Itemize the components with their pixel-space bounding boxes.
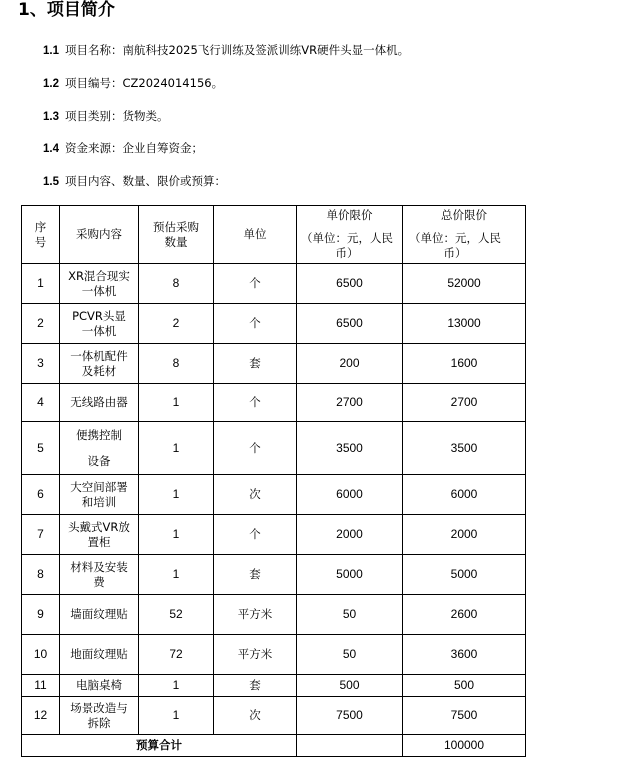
header-total-price: 总价限价 （单位：元，人民币） <box>403 206 526 264</box>
cell-name: 无线路由器 <box>60 384 139 422</box>
item-funding-source <box>43 140 203 157</box>
cell-no: 7 <box>22 515 60 555</box>
cell-unit: 套 <box>214 555 297 595</box>
cell-name: 场景改造与拆除 <box>60 697 139 735</box>
cell-qty: 1 <box>139 555 214 595</box>
item-text: 资金来源：企业自筹资金； <box>65 141 203 155</box>
cell-no: 11 <box>22 675 60 697</box>
item-number: 1.4 <box>43 143 59 155</box>
cell-price: 6500 <box>297 264 403 304</box>
cell-price: 2000 <box>297 515 403 555</box>
cell-price: 3500 <box>297 422 403 475</box>
cell-total: 2700 <box>403 384 526 422</box>
cell-qty: 2 <box>139 304 214 344</box>
cell-total: 500 <box>403 675 526 697</box>
cell-no: 10 <box>22 635 60 675</box>
header-name: 采购内容 <box>60 206 139 264</box>
table-row <box>22 422 526 475</box>
item-text: 项目内容、数量、限价或预算： <box>65 174 226 188</box>
cell-total: 52000 <box>403 264 526 304</box>
item-text: 项目名称：南航科技2025飞行训练及签派训练VR硬件头显一体机。 <box>65 43 410 57</box>
cell-unit: 套 <box>214 675 297 697</box>
cell-name: 便携控制设备 <box>60 422 139 475</box>
cell-total: 13000 <box>403 304 526 344</box>
table-row <box>22 675 526 697</box>
cell-qty: 1 <box>139 384 214 422</box>
cell-price: 6500 <box>297 304 403 344</box>
cell-qty: 72 <box>139 635 214 675</box>
cell-total: 2000 <box>403 515 526 555</box>
item-text: 项目类别：货物类。 <box>65 109 169 123</box>
item-project-content <box>43 173 226 190</box>
cell-no: 5 <box>22 422 60 475</box>
cell-unit: 次 <box>214 697 297 735</box>
cell-no: 12 <box>22 697 60 735</box>
cell-unit: 个 <box>214 304 297 344</box>
cell-name: PCVR头显一体机 <box>60 304 139 344</box>
table-row <box>22 595 526 635</box>
item-number: 1.2 <box>43 78 59 90</box>
table-row <box>22 304 526 344</box>
cell-unit: 个 <box>214 384 297 422</box>
cell-total: 5000 <box>403 555 526 595</box>
cell-total: 3600 <box>403 635 526 675</box>
cell-no: 9 <box>22 595 60 635</box>
cell-name: XR混合现实一体机 <box>60 264 139 304</box>
item-number: 1.3 <box>43 111 59 123</box>
item-project-number <box>43 75 223 92</box>
cell-name: 材料及安装费 <box>60 555 139 595</box>
cell-no: 3 <box>22 344 60 384</box>
cell-total: 7500 <box>403 697 526 735</box>
table-row <box>22 515 526 555</box>
header-no: 序号 <box>22 206 60 264</box>
cell-price: 500 <box>297 675 403 697</box>
cell-price: 50 <box>297 595 403 635</box>
header-unit: 单位 <box>214 206 297 264</box>
item-project-category <box>43 108 169 125</box>
empty-cell <box>297 735 403 757</box>
cell-total: 1600 <box>403 344 526 384</box>
table-footer-row <box>22 735 526 757</box>
cell-name: 墙面纹理贴 <box>60 595 139 635</box>
section-heading: 1、项目简介 <box>18 0 115 20</box>
cell-unit: 个 <box>214 515 297 555</box>
cell-name: 一体机配件及耗材 <box>60 344 139 384</box>
procurement-table <box>21 205 526 757</box>
cell-price: 7500 <box>297 697 403 735</box>
cell-name: 地面纹理贴 <box>60 635 139 675</box>
table-row <box>22 635 526 675</box>
table-row <box>22 384 526 422</box>
table-row <box>22 344 526 384</box>
table-row <box>22 555 526 595</box>
item-project-name <box>43 42 409 59</box>
cell-unit: 平方米 <box>214 595 297 635</box>
cell-unit: 个 <box>214 264 297 304</box>
cell-qty: 1 <box>139 515 214 555</box>
table-row <box>22 475 526 515</box>
cell-qty: 1 <box>139 675 214 697</box>
cell-no: 1 <box>22 264 60 304</box>
cell-name: 头戴式VR放置柜 <box>60 515 139 555</box>
budget-total-label: 预算合计 <box>22 735 297 757</box>
cell-qty: 52 <box>139 595 214 635</box>
cell-no: 2 <box>22 304 60 344</box>
cell-unit: 平方米 <box>214 635 297 675</box>
header-qty: 预估采购数量 <box>139 206 214 264</box>
cell-price: 5000 <box>297 555 403 595</box>
cell-qty: 1 <box>139 422 214 475</box>
budget-total-value: 100000 <box>403 735 526 757</box>
cell-qty: 1 <box>139 475 214 515</box>
cell-total: 3500 <box>403 422 526 475</box>
table-header-row <box>22 206 526 264</box>
cell-total: 6000 <box>403 475 526 515</box>
cell-total: 2600 <box>403 595 526 635</box>
cell-no: 8 <box>22 555 60 595</box>
item-number: 1.1 <box>43 45 59 57</box>
cell-name: 大空间部署和培训 <box>60 475 139 515</box>
cell-price: 2700 <box>297 384 403 422</box>
cell-no: 6 <box>22 475 60 515</box>
cell-price: 50 <box>297 635 403 675</box>
cell-price: 6000 <box>297 475 403 515</box>
item-text: 项目编号：CZ2024014156。 <box>65 76 224 90</box>
table-row <box>22 264 526 304</box>
cell-no: 4 <box>22 384 60 422</box>
cell-name: 电脑桌椅 <box>60 675 139 697</box>
cell-unit: 个 <box>214 422 297 475</box>
header-unit-price: 单价限价 （单位：元，人民币） <box>297 206 403 264</box>
cell-qty: 8 <box>139 344 214 384</box>
cell-qty: 8 <box>139 264 214 304</box>
item-number: 1.5 <box>43 176 59 188</box>
cell-price: 200 <box>297 344 403 384</box>
cell-unit: 套 <box>214 344 297 384</box>
table-row <box>22 697 526 735</box>
cell-qty: 1 <box>139 697 214 735</box>
cell-unit: 次 <box>214 475 297 515</box>
